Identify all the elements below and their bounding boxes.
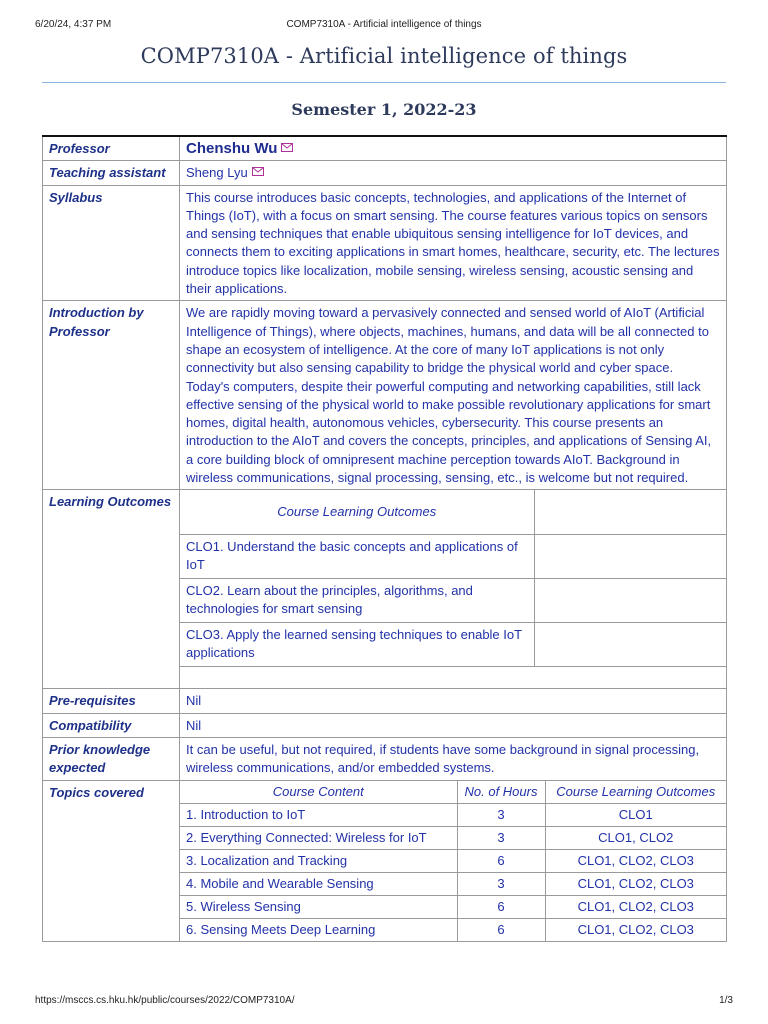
ta-row — [43, 161, 727, 185]
topic-content: 5. Wireless Sensing — [180, 895, 457, 918]
prior-knowledge-label: Prior knowledge expected — [43, 737, 180, 780]
topic-row — [180, 872, 726, 895]
topics-row — [43, 780, 727, 941]
professor-email-icon[interactable] — [281, 143, 293, 152]
outcome-item: CLO3. Apply the learned sensing techniques to enable IoT applications — [180, 622, 534, 666]
topic-clo: CLO1 — [545, 803, 726, 826]
topic-row — [180, 849, 726, 872]
topics-label: Topics covered — [43, 780, 180, 941]
title-divider — [42, 82, 726, 83]
course-info-table — [42, 135, 727, 942]
compatibility-label: Compatibility — [43, 713, 180, 737]
syllabus-label: Syllabus — [43, 185, 180, 301]
topic-content: 4. Mobile and Wearable Sensing — [180, 872, 457, 895]
intro-text: We are rapidly moving toward a pervasively connected and sensed world of AIoT (Artificial Intelligence of Things), where objects, machines, humans, and data will be all connected to shape an ecosystem of intelligence. At the core of many IoT applications is not only connectivity but also sensing capability to bridge the physical world and cyber space. Today's computers, despite their powerful computing and networking capabilities, still lack effective sensing of the physical world to make possible revolutionary applications for smart homes, digital health, autonomous vehicles, cybersecurity. This course presents an introduction to the AIoT and covers the concepts, principles, and applications of Sensing AI, a core building block of omnipresent machine perception towards AIoT. Background in wireless communications, signal processing, sensing, etc., is welcome but not required. — [180, 301, 727, 490]
ta-name: Sheng Lyu — [186, 165, 248, 181]
outcome-item: CLO1. Understand the basic concepts and applications of IoT — [180, 534, 534, 578]
topic-content: 3. Localization and Tracking — [180, 849, 457, 872]
intro-label: Introduction by Professor — [43, 301, 180, 490]
print-url[interactable]: https://msccs.cs.hku.hk/public/courses/2022/COMP7310A/ — [35, 995, 295, 1006]
topic-row — [180, 918, 726, 941]
print-footer — [35, 995, 733, 1009]
prerequisites-label: Pre-requisites — [43, 689, 180, 713]
professor-row — [43, 136, 727, 161]
topic-row — [180, 895, 726, 918]
compatibility-value: Nil — [180, 713, 727, 737]
outcome-item: CLO2. Learn about the principles, algorithms, and technologies for smart sensing — [180, 578, 534, 622]
topic-row — [180, 803, 726, 826]
print-header — [35, 19, 733, 33]
topics-col-clo: Course Learning Outcomes — [545, 781, 726, 804]
intro-row — [43, 301, 727, 490]
topic-clo: CLO1, CLO2 — [545, 826, 726, 849]
learning-outcomes-label: Learning Outcomes — [43, 490, 180, 689]
topic-clo: CLO1, CLO2, CLO3 — [545, 895, 726, 918]
professor-name: Chenshu Wu — [186, 140, 278, 157]
topic-clo: CLO1, CLO2, CLO3 — [545, 849, 726, 872]
syllabus-text: This course introduces basic concepts, technologies, and applications of the Internet of Things (IoT), with a focus on smart sensing. The course features various topics on sensors and sensing techniques that enable ubiquitous sensing intelligence for IoT devices, and connects them to exciting applications in smart homes, healthcare, security, etc. The lectures introduce topics like localization, mobile sensing, wireless sensing, acoustic sensing and their applications. — [180, 185, 727, 301]
topic-content: 2. Everything Connected: Wireless for IoT — [180, 826, 457, 849]
ta-label: Teaching assistant — [43, 161, 180, 185]
learning-outcomes-table — [180, 490, 726, 688]
topic-hours: 3 — [457, 826, 545, 849]
topics-col-content: Course Content — [180, 781, 457, 804]
topic-hours: 3 — [457, 803, 545, 826]
topic-row — [180, 826, 726, 849]
topics-table — [180, 781, 726, 941]
topic-clo: CLO1, CLO2, CLO3 — [545, 872, 726, 895]
print-title: COMP7310A - Artificial intelligence of things — [286, 19, 482, 30]
topic-content: 1. Introduction to IoT — [180, 803, 457, 826]
prior-knowledge-row — [43, 737, 727, 780]
prerequisites-value: Nil — [180, 689, 727, 713]
learning-outcomes-row — [43, 490, 727, 689]
topic-hours: 6 — [457, 918, 545, 941]
print-date: 6/20/24, 4:37 PM — [35, 19, 112, 30]
prerequisites-row — [43, 689, 727, 713]
topic-content: 6. Sensing Meets Deep Learning — [180, 918, 457, 941]
professor-label: Professor — [43, 136, 180, 161]
topic-hours: 6 — [457, 849, 545, 872]
topic-hours: 3 — [457, 872, 545, 895]
semester-heading: Semester 1, 2022-23 — [291, 100, 477, 119]
prior-knowledge-value: It can be useful, but not required, if students have some background in signal processing, wireless communications, and/or embedded systems. — [180, 737, 727, 780]
print-page-number: 1/3 — [719, 995, 733, 1006]
topic-hours: 6 — [457, 895, 545, 918]
topic-clo: CLO1, CLO2, CLO3 — [545, 918, 726, 941]
compatibility-row — [43, 713, 727, 737]
topics-col-hours: No. of Hours — [457, 781, 545, 804]
outcomes-header: Course Learning Outcomes — [180, 490, 534, 534]
syllabus-row — [43, 185, 727, 301]
ta-email-icon[interactable] — [252, 167, 264, 176]
page-title: COMP7310A - Artificial intelligence of things — [140, 44, 628, 68]
